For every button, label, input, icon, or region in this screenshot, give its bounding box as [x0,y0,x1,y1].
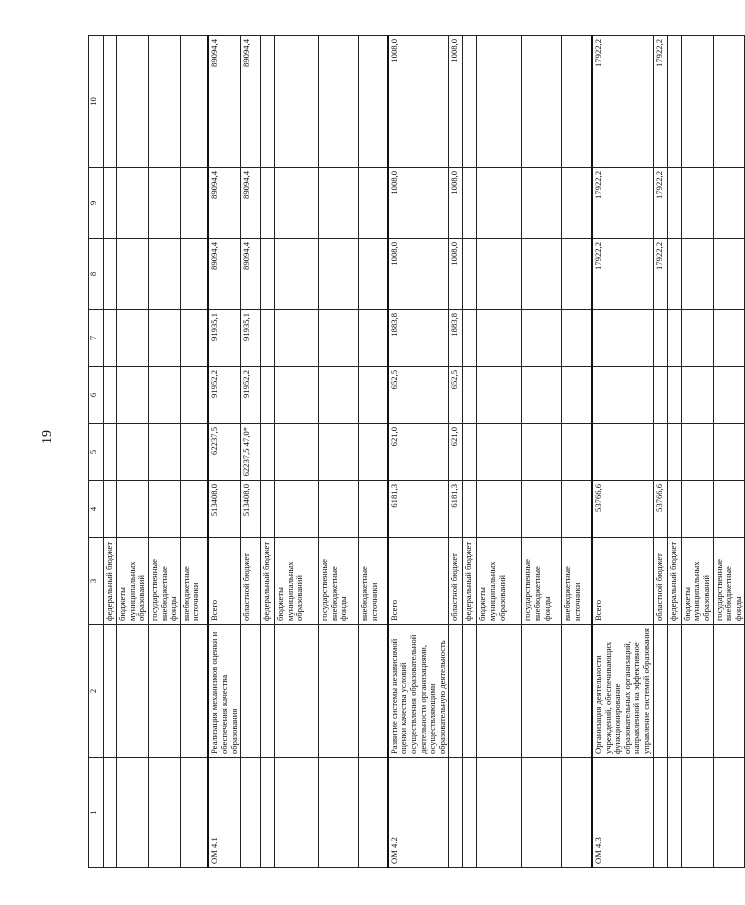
table-cell-c6 [104,367,117,424]
table-cell-c1 [477,758,522,868]
table-row [275,36,319,868]
table-cell-c7 [261,310,275,367]
table-cell-c5: 62237,5 [208,424,240,481]
table-cell-c5 [667,424,681,481]
table-cell-c9: 89094,4 [241,168,261,239]
table-cell-c3: бюджеты муниципальных образований [117,538,149,625]
table-cell-c9: 17922,2 [592,168,653,239]
table-cell-c1 [681,758,713,868]
table-cell-c3: областной бюджет [653,538,667,625]
table-cell-c3: государственные внебюджетные фонды [713,538,745,625]
table-cell-c4: 6181,3 [449,481,463,538]
table-cell-c2 [713,625,745,758]
col-header-9: 9 [89,168,104,239]
table-cell-c6 [117,367,149,424]
table-cell-c4 [117,481,149,538]
table-cell-c8 [275,239,319,310]
table-cell-c1: ОМ 4.2 [388,758,449,868]
table-cell-c2 [667,625,681,758]
table-cell-c7: 91935,1 [241,310,261,367]
table-cell-c9 [148,168,180,239]
table-cell-c7 [117,310,149,367]
table-cell-c10 [713,36,745,168]
table-cell-c8 [562,239,592,310]
table-cell-c1 [180,758,208,868]
table-cell-c9 [477,168,522,239]
table-cell-c6: 652,5 [388,367,449,424]
table-cell-c4 [477,481,522,538]
table-cell-c10 [562,36,592,168]
table-cell-c2 [261,625,275,758]
table-cell-c5 [522,424,562,481]
table-cell-c9: 89094,4 [208,168,240,239]
table-cell-c10: 17922,2 [653,36,667,168]
table-cell-c1 [275,758,319,868]
table-row [241,36,261,868]
table-cell-c3: государственные внебюджетные фонды [148,538,180,625]
table-cell-c8: 1008,0 [449,239,463,310]
table-cell-c7 [359,310,388,367]
table-body [104,36,745,868]
table-cell-c3: областной бюджет [449,538,463,625]
table-cell-c9: 1008,0 [449,168,463,239]
table-row [592,36,653,868]
table-cell-c2 [117,625,149,758]
table-cell-c8 [463,239,477,310]
table-cell-c4 [562,481,592,538]
table-cell-c4 [463,481,477,538]
table-cell-c8 [713,239,745,310]
table-cell-c8 [319,239,359,310]
table-cell-c2 [180,625,208,758]
table-cell-c5 [117,424,149,481]
table-cell-c10 [477,36,522,168]
table-cell-c10 [463,36,477,168]
table-cell-c7 [104,310,117,367]
table-cell-c9 [667,168,681,239]
table-cell-c3: бюджеты муниципальных образований [681,538,713,625]
table-cell-c5 [359,424,388,481]
table-cell-c10: 17922,2 [592,36,653,168]
table-cell-c1 [653,758,667,868]
col-header-8: 8 [89,239,104,310]
table-cell-c7 [667,310,681,367]
page-number: 19 [40,430,55,444]
table-cell-c7 [275,310,319,367]
table-cell-c5 [319,424,359,481]
table-row [359,36,388,868]
table-cell-c7 [319,310,359,367]
table-cell-c1 [319,758,359,868]
table-cell-c9 [261,168,275,239]
table-cell-c10 [681,36,713,168]
table-cell-c7: 1883,8 [449,310,463,367]
table-cell-c3: бюджеты муниципальных образований [477,538,522,625]
table-row [261,36,275,868]
table-row [667,36,681,868]
table-cell-c1 [463,758,477,868]
rotated-table-area [88,36,743,868]
table-cell-c8: 1008,0 [388,239,449,310]
table-cell-c4 [261,481,275,538]
table-cell-c9 [359,168,388,239]
table-row [562,36,592,868]
table-cell-c4 [359,481,388,538]
table-cell-c8: 17922,2 [592,239,653,310]
table-cell-c4: 513408,0 [208,481,240,538]
table-row [180,36,208,868]
table-cell-c3: внебюджетные источники [562,538,592,625]
table-cell-c10: 89094,4 [241,36,261,168]
table-cell-c7 [592,310,653,367]
table-cell-c9 [104,168,117,239]
table-row [117,36,149,868]
table-cell-c5 [275,424,319,481]
table-cell-c7 [562,310,592,367]
table-cell-c8: 89094,4 [208,239,240,310]
col-header-10: 10 [89,36,104,168]
table-cell-c2 [148,625,180,758]
table-cell-c1 [261,758,275,868]
table-cell-c6 [713,367,745,424]
table-cell-c7 [681,310,713,367]
table-row [449,36,463,868]
table-cell-c4 [522,481,562,538]
col-header-7: 7 [89,310,104,367]
table-cell-c6 [180,367,208,424]
table-cell-c6: 652,5 [449,367,463,424]
table-cell-c7: 91935,1 [208,310,240,367]
table-cell-c2: Организация деятельности учреждений, обеспечивающих функционирование образовательных организаций, направленной на эффективное управление системой образования [592,625,653,758]
table-cell-c9 [522,168,562,239]
table-cell-c2 [449,625,463,758]
table-cell-c6 [477,367,522,424]
table-cell-c1 [522,758,562,868]
table-row [522,36,562,868]
table-cell-c6 [681,367,713,424]
table-cell-c8 [522,239,562,310]
table-cell-c4: 6181,3 [388,481,449,538]
table-cell-c6 [319,367,359,424]
table-row [319,36,359,868]
table-cell-c3: федеральный бюджет [104,538,117,625]
table-row [681,36,713,868]
table-row [388,36,449,868]
table-cell-c7 [522,310,562,367]
table-cell-c10 [117,36,149,168]
col-header-5: 5 [89,424,104,481]
col-header-6: 6 [89,367,104,424]
table-cell-c1 [449,758,463,868]
table-cell-c9 [117,168,149,239]
table-cell-c3: бюджеты муниципальных образований [275,538,319,625]
table-cell-c4 [713,481,745,538]
table-cell-c2 [477,625,522,758]
table-cell-c6 [359,367,388,424]
table-cell-c5 [180,424,208,481]
table-cell-c7 [180,310,208,367]
table-cell-c8: 17922,2 [653,239,667,310]
table-cell-c7 [463,310,477,367]
table-cell-c3: федеральный бюджет [261,538,275,625]
table-cell-c10 [261,36,275,168]
table-cell-c10 [522,36,562,168]
table-cell-c2 [319,625,359,758]
table-cell-c5 [463,424,477,481]
table-cell-c6 [275,367,319,424]
table-cell-c1 [148,758,180,868]
header-row [89,36,104,868]
table-cell-c8 [359,239,388,310]
table-cell-c3: областной бюджет [241,538,261,625]
table-cell-c6 [463,367,477,424]
table-cell-c6 [592,367,653,424]
table-cell-c7 [477,310,522,367]
table-row [104,36,117,868]
table-cell-c10 [667,36,681,168]
table-cell-c4 [275,481,319,538]
table-cell-c10: 1008,0 [449,36,463,168]
table-cell-c1 [117,758,149,868]
table-row [653,36,667,868]
table-cell-c3: Всего [208,538,240,625]
table-cell-c2 [681,625,713,758]
table-row [463,36,477,868]
table-cell-c8 [117,239,149,310]
table-cell-c9 [681,168,713,239]
table-cell-c4 [148,481,180,538]
table-cell-c3: внебюджетные источники [359,538,388,625]
table-cell-c1 [241,758,261,868]
table-cell-c5: 621,0 [388,424,449,481]
table-cell-c6 [522,367,562,424]
table-cell-c8: 89094,4 [241,239,261,310]
table-cell-c5 [653,424,667,481]
table-row [208,36,240,868]
table-cell-c7 [653,310,667,367]
table-cell-c6 [653,367,667,424]
col-header-4: 4 [89,481,104,538]
table-cell-c4: 513408,0 [241,481,261,538]
table-cell-c1 [667,758,681,868]
table-cell-c1 [562,758,592,868]
table-cell-c4: 53766,6 [653,481,667,538]
col-header-3: 3 [89,538,104,625]
table-cell-c9: 1008,0 [388,168,449,239]
table-cell-c2 [562,625,592,758]
table-cell-c1 [104,758,117,868]
table-cell-c3: федеральный бюджет [463,538,477,625]
col-header-1: 1 [89,758,104,868]
table-cell-c10 [319,36,359,168]
table-cell-c4 [667,481,681,538]
table-cell-c2 [463,625,477,758]
table-cell-c3: внебюджетные источники [180,538,208,625]
table-cell-c4 [180,481,208,538]
table-cell-c9 [463,168,477,239]
table-cell-c1 [713,758,745,868]
col-header-2: 2 [89,625,104,758]
table-cell-c2 [104,625,117,758]
table-cell-c8 [477,239,522,310]
table-cell-c2 [653,625,667,758]
table-cell-c2 [359,625,388,758]
table-cell-c3: Всего [592,538,653,625]
table-cell-c9 [713,168,745,239]
table-cell-c4 [681,481,713,538]
table-cell-c5 [681,424,713,481]
table-cell-c6 [667,367,681,424]
table-cell-c7: 1883,8 [388,310,449,367]
table-cell-c10: 89094,4 [208,36,240,168]
table-cell-c7 [713,310,745,367]
table-cell-c6: 91952,2 [208,367,240,424]
table-cell-c10: 1008,0 [388,36,449,168]
table-cell-c3: государственные внебюджетные фонды [522,538,562,625]
table-row [713,36,745,868]
table-cell-c1: ОМ 4.3 [592,758,653,868]
table-cell-c6 [148,367,180,424]
table-cell-c5: 62237,5 47,0* [241,424,261,481]
budget-table [88,35,745,868]
table-cell-c5 [148,424,180,481]
table-cell-c5 [104,424,117,481]
table-cell-c4 [319,481,359,538]
table-cell-c3: Всего [388,538,449,625]
table-cell-c3: федеральный бюджет [667,538,681,625]
table-cell-c10 [359,36,388,168]
table-cell-c10 [275,36,319,168]
table-cell-c9 [562,168,592,239]
table-cell-c2 [275,625,319,758]
table-row [148,36,180,868]
table-cell-c9 [319,168,359,239]
table-cell-c1: ОМ 4.1 [208,758,240,868]
table-cell-c5 [261,424,275,481]
table-cell-c9 [180,168,208,239]
table-cell-c5 [592,424,653,481]
table-cell-c3: государственные внебюджетные фонды [319,538,359,625]
table-cell-c4: 53766,6 [592,481,653,538]
table-cell-c8 [148,239,180,310]
table-cell-c6 [562,367,592,424]
table-cell-c7 [148,310,180,367]
table-cell-c2 [522,625,562,758]
table-row [477,36,522,868]
table-cell-c8 [681,239,713,310]
table-cell-c10 [180,36,208,168]
table-cell-c8 [667,239,681,310]
table-cell-c1 [359,758,388,868]
table-cell-c10 [104,36,117,168]
table-cell-c5 [477,424,522,481]
table-cell-c2 [241,625,261,758]
table-cell-c2: Развитие системы независимой оценки качества условий осуществления образовательной деятельности организациями, осуществляющими образовательную деятельность [388,625,449,758]
table-cell-c8 [104,239,117,310]
table-cell-c2: Реализация механизмов оценки и обеспечения качества образования [208,625,240,758]
table-cell-c4 [104,481,117,538]
table-cell-c9 [275,168,319,239]
table-cell-c10 [148,36,180,168]
table-cell-c8 [261,239,275,310]
table-cell-c6 [261,367,275,424]
table-cell-c5: 621,0 [449,424,463,481]
table-cell-c5 [562,424,592,481]
table-cell-c5 [713,424,745,481]
table-cell-c9: 17922,2 [653,168,667,239]
table-cell-c8 [180,239,208,310]
table-cell-c6: 91952,2 [241,367,261,424]
